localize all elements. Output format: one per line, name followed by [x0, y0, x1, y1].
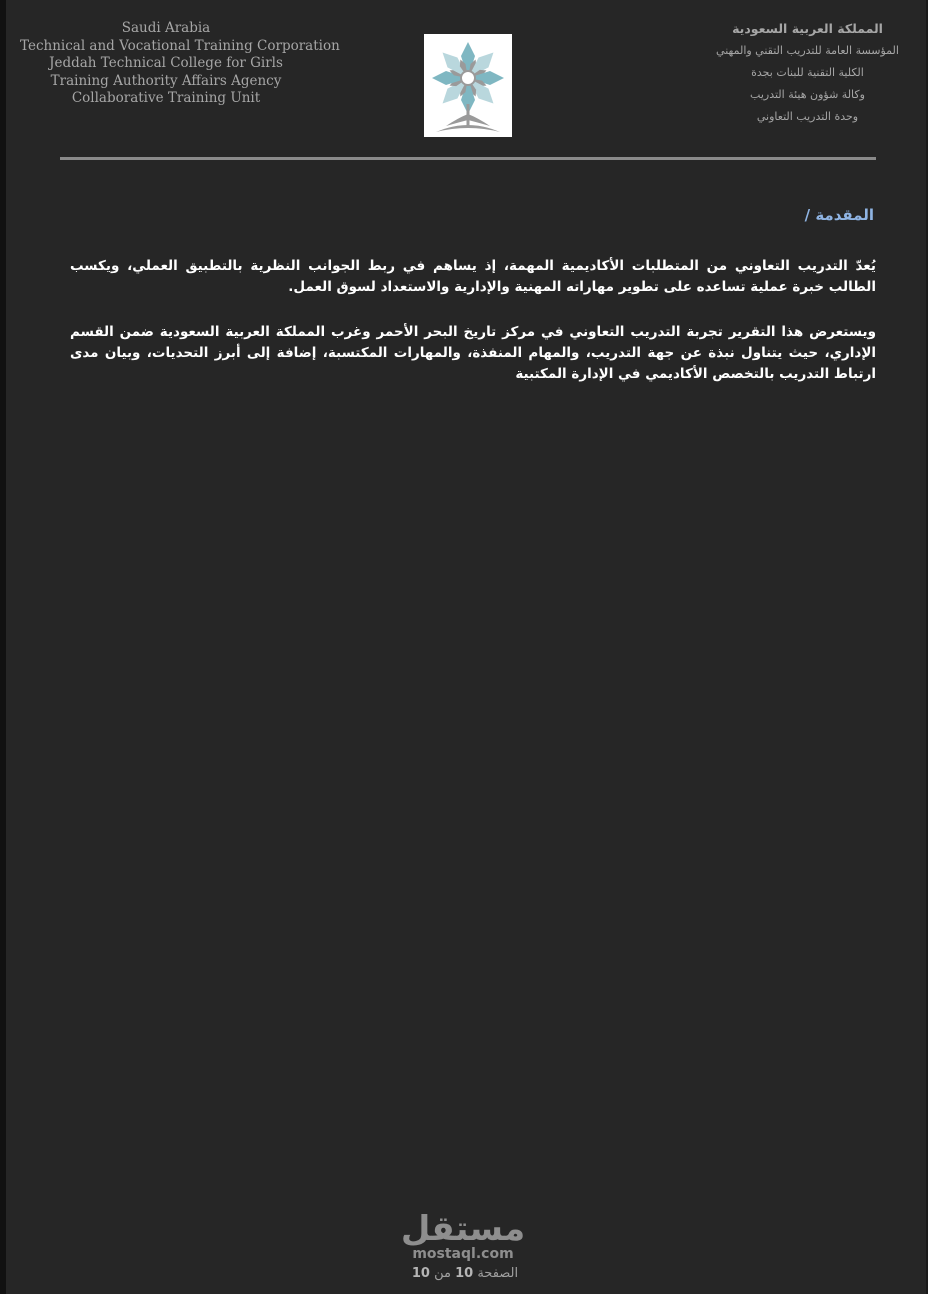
header-ar-country: المملكة العربية السعودية: [732, 21, 883, 36]
header-ar-agency: وكالة شؤون هيئة التدريب: [750, 88, 865, 101]
mostaql-watermark: [398, 1210, 528, 1262]
logo-leaf-right: [468, 114, 490, 126]
watermark-arabic: مستقل: [400, 1209, 526, 1249]
header-en-unit: Collaborative Training Unit: [71, 90, 261, 106]
header-en-college: Jeddah Technical College for Girls: [49, 55, 283, 71]
header-ar-unit: وحدة التدريب التعاوني: [756, 110, 859, 123]
of-word: من: [434, 1266, 451, 1281]
intro-paragraph-1: يُعدّ التدريب التعاوني من المتطلبات الأكاديمية المهمة، إذ يساهم في ربط الجوانب النظرية بالتطبيق العملي، ويكسب الطالب خبرة عملية تساعده على تطوير مهاراته المهنية والإدارية والاستعداد لسوق العمل.: [70, 258, 876, 295]
header-ar-college: الكلية التقنية للبنات بجدة: [751, 66, 864, 79]
header-divider: [60, 157, 876, 160]
header-arabic-block: [700, 18, 915, 128]
section-title: المقدمة /: [804, 206, 874, 224]
header-english-block: [20, 20, 340, 108]
logo-center: [461, 71, 475, 85]
tvtc-logo: [424, 34, 512, 137]
current-page-number: 10: [455, 1266, 474, 1281]
header-en-corporation: Technical and Vocational Training Corporation: [20, 37, 340, 54]
page-number-footer: [380, 1266, 550, 1281]
header-en-country: Saudi Arabia: [121, 20, 211, 36]
tvtc-logo-icon: [424, 34, 512, 137]
page-left-edge: [0, 0, 6, 1294]
page-word: الصفحة: [477, 1266, 519, 1281]
watermark-latin: mostaql.com: [412, 1246, 514, 1262]
header-en-agency: Training Authority Affairs Agency: [50, 72, 282, 89]
header-ar-corporation: المؤسسة العامة للتدريب التقني والمهني: [716, 44, 899, 57]
logo-leaf-left: [446, 114, 468, 126]
total-pages-number: 10: [411, 1266, 430, 1281]
intro-paragraph-2: ويستعرض هذا التقرير تجربة التدريب التعاوني في مركز تاريخ البحر الأحمر وغرب المملكة العربية السعودية ضمن القسم الإداري، حيث يتناول نبذة عن جهة التدريب، والمهام المنفذة، والمهارات المكتسبة، إضافة إلى أبرز التحديات، وبيان مدى ارتباط التدريب بالتخصص الأكاديمي في الإدارة المكتبية: [70, 324, 876, 382]
